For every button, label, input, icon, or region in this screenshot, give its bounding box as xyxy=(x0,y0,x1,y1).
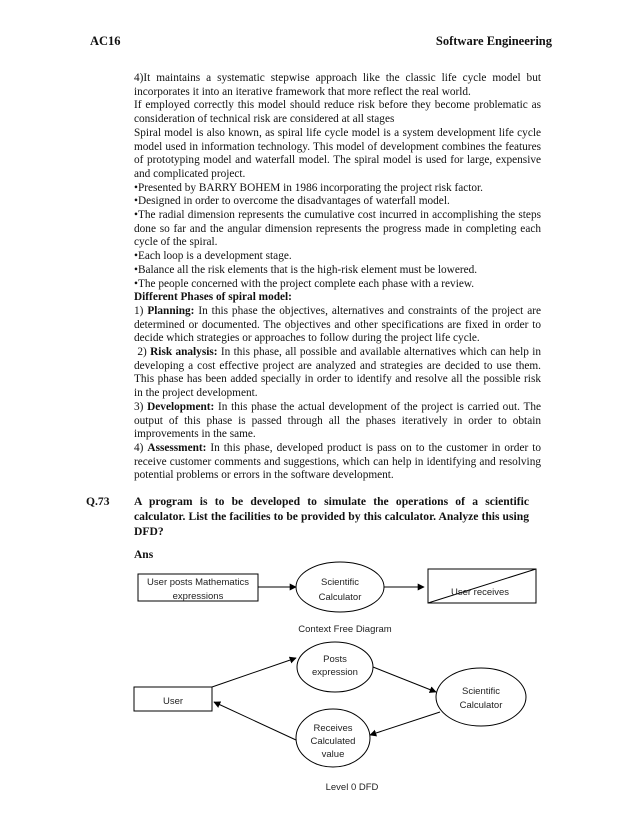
context-diagram xyxy=(138,562,536,635)
paragraph-1: 4)It maintains a systematic stepwise approach like the classic life cycle model but incorporates it into an iterative framework that more reflect the real world. xyxy=(134,72,541,98)
phase-title: Assessment: xyxy=(147,441,207,454)
phase-number: 2) xyxy=(137,346,147,359)
bullet-item: •The radial dimension represents the cumulative cost incurred in accomplishing the steps done so far and the angular dimension represents the progress made in completing each cycle of the spiral. xyxy=(134,209,541,249)
arrow-receives-to-user xyxy=(214,702,296,740)
level0-diagram xyxy=(134,642,526,793)
question-text: A program is to be developed to simulate the operations of a scientific calculator. List the facilities to be provided by this calculator. Analyze this using DFD? xyxy=(134,495,529,538)
calc-label-1: Scientific xyxy=(461,686,501,697)
phase-title: Development: xyxy=(147,400,215,413)
posts-label-1: Posts xyxy=(323,654,347,665)
phase-title: Risk analysis: xyxy=(150,346,218,359)
phase-text: In this phase the objectives, alternatives and constraints of the project are determined or documented. The objectives and other specifications are fixed in order to decide which strategies or approaches to follow during the project life cycle. xyxy=(134,304,541,345)
bullet-text: Each loop is a development stage. xyxy=(137,250,292,263)
arrow-user-to-posts xyxy=(212,658,296,687)
bullet-text: The people concerned with the project complete each phase with a review. xyxy=(137,277,475,290)
bullet-text: The radial dimension represents the cumulative cost incurred in accomplishing the steps done so far and the angular dimension represents the progress made in completing each cycle of the spiral. xyxy=(134,209,541,249)
paragraph-3: Spiral model is also known, as spiral life cycle model is a system development life cycle model used in information technology. This model of development combines the features of prototyping model and waterfall model. The spiral model is used for large, expensive and complicated project. xyxy=(134,126,541,180)
arrow-calculator-to-receives xyxy=(370,712,440,735)
phase-title: Planning: xyxy=(147,304,195,317)
receives-label-2: Calculated xyxy=(310,736,356,747)
receives-label-1: Receives xyxy=(313,723,353,734)
question-number: Q.73 xyxy=(86,495,110,508)
bullet-item: •The people concerned with the project complete each phase with a review. xyxy=(134,277,475,290)
level0-caption: Level 0 DFD xyxy=(325,782,379,793)
user-entity-label: User xyxy=(162,696,184,707)
arrow-posts-to-calculator xyxy=(373,667,436,692)
phase-text: In this phase the actual development of the project is carried out. The output of this phase is passed through all the phases iteratively in order to obtain improvements in the same. xyxy=(134,400,542,441)
output-entity-label: User receives xyxy=(450,587,510,598)
bullet-text: Balance all the risk elements that is the high-risk element must be lowered. xyxy=(137,263,478,276)
bullet-item: •Presented by BARRY BOHEM in 1986 incorporating the project risk factor. xyxy=(134,181,483,194)
calc-label-2: Calculator xyxy=(459,700,503,711)
bullet-item: •Balance all the risk elements that is the high-risk element must be lowered. xyxy=(134,263,478,276)
phase-number: 3) xyxy=(134,400,144,413)
bullet-text: Presented by BARRY BOHEM in 1986 incorporating the project risk factor. xyxy=(137,181,483,194)
paragraph-2: If employed correctly this model should reduce risk before they become problematic as consideration of technical risk are considered at all stages xyxy=(134,99,541,126)
input-entity-label-2: expressions xyxy=(172,591,224,602)
phase-number: 4) xyxy=(134,441,144,454)
bullet-text: Designed in order to overcome the disadvantages of waterfall model. xyxy=(137,195,450,208)
posts-label-2: expression xyxy=(312,667,358,678)
receives-label-3: value xyxy=(321,749,345,760)
answer-label: Ans xyxy=(134,549,154,561)
context-caption: Context Free Diagram xyxy=(298,624,392,635)
bullet-item: •Each loop is a development stage. xyxy=(134,250,292,263)
input-entity-label-1: User posts Mathematics xyxy=(147,577,249,588)
process-label-1: Scientific xyxy=(320,577,360,588)
header-right: Software Engineering xyxy=(435,34,552,48)
phase-number: 1) xyxy=(134,304,144,317)
scientific-calculator-process xyxy=(436,668,526,726)
process-label-2: Calculator xyxy=(318,592,362,603)
phase-text: In this phase, all possible and available alternatives which can help in developing a cost effective project are analyzed and strategies are decided to use them. This phase has been added specially in order to identify and resolve all the possible risk in the project development. xyxy=(134,346,541,400)
bullet-item: •Designed in order to overcome the disadvantages of waterfall model. xyxy=(134,195,450,208)
phase-text: In this phase, developed product is pass on to the customer in order to receive customer comments and suggestions, which can help in identifying and resolving potential problems or errors in the software development. xyxy=(134,441,541,482)
header-left: AC16 xyxy=(90,34,121,48)
phases-heading: Different Phases of spiral model: xyxy=(134,291,292,304)
